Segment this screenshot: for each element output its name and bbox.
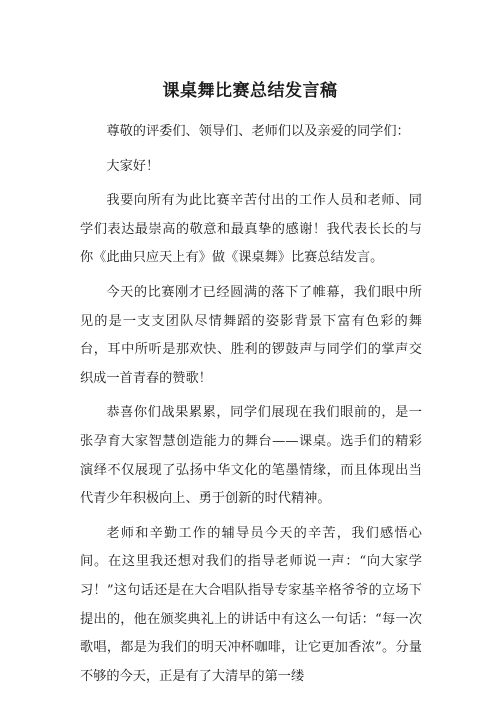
paragraph-teachers: 老师和辛勤工作的辅导员今天的辛苦，我们感悟心间。在这里我还想对我们的指导老师说一声：“向大家学习！”这句话还是在大合唱队指导专家基辛格爷爷的立场下提出的，他在颁奖典礼上的讲话中有这么一句话：“每一次歌唱，都是为我们的明天冲杯咖啡，让它更加香浓”。分量不够的今天，正是有了大清早的第一缕 (80, 525, 422, 684)
document-body (80, 118, 422, 697)
greeting-salutation: 尊敬的评委们、领导们、老师们以及亲爱的同学们： (106, 124, 410, 139)
greeting-hello: 大家好！ (106, 158, 160, 174)
paragraph-congrats: 恭喜你们战果累累，同学们展现在我们眼前的，是一张孕育大家智慧创造能力的舞台——课桌。选手们的精彩演绎不仅展现了弘扬中华文化的笔墨情缘，而且体现出当代青少年积极向上、勇于创新的时代精神。 (80, 405, 422, 507)
paragraph-stage: 今天的比赛刚才已经圆满的落下了帷幕，我们眼中所见的是一支支团队尽情舞蹈的姿影背景下富有色彩的舞台，耳中所听是那欢快、胜利的锣鼓声与同学们的掌声交织成一首青春的赞歌！ (80, 284, 422, 386)
document-title: 课桌舞比赛总结发言稿 (162, 81, 338, 101)
paragraph-thanks: 我要向所有为此比赛辛苦付出的工作人员和老师、同学们表达最崇高的敬意和最真挚的感谢！我代表长长的与你《此曲只应天上有》做《课桌舞》比赛总结发言。 (80, 193, 422, 266)
